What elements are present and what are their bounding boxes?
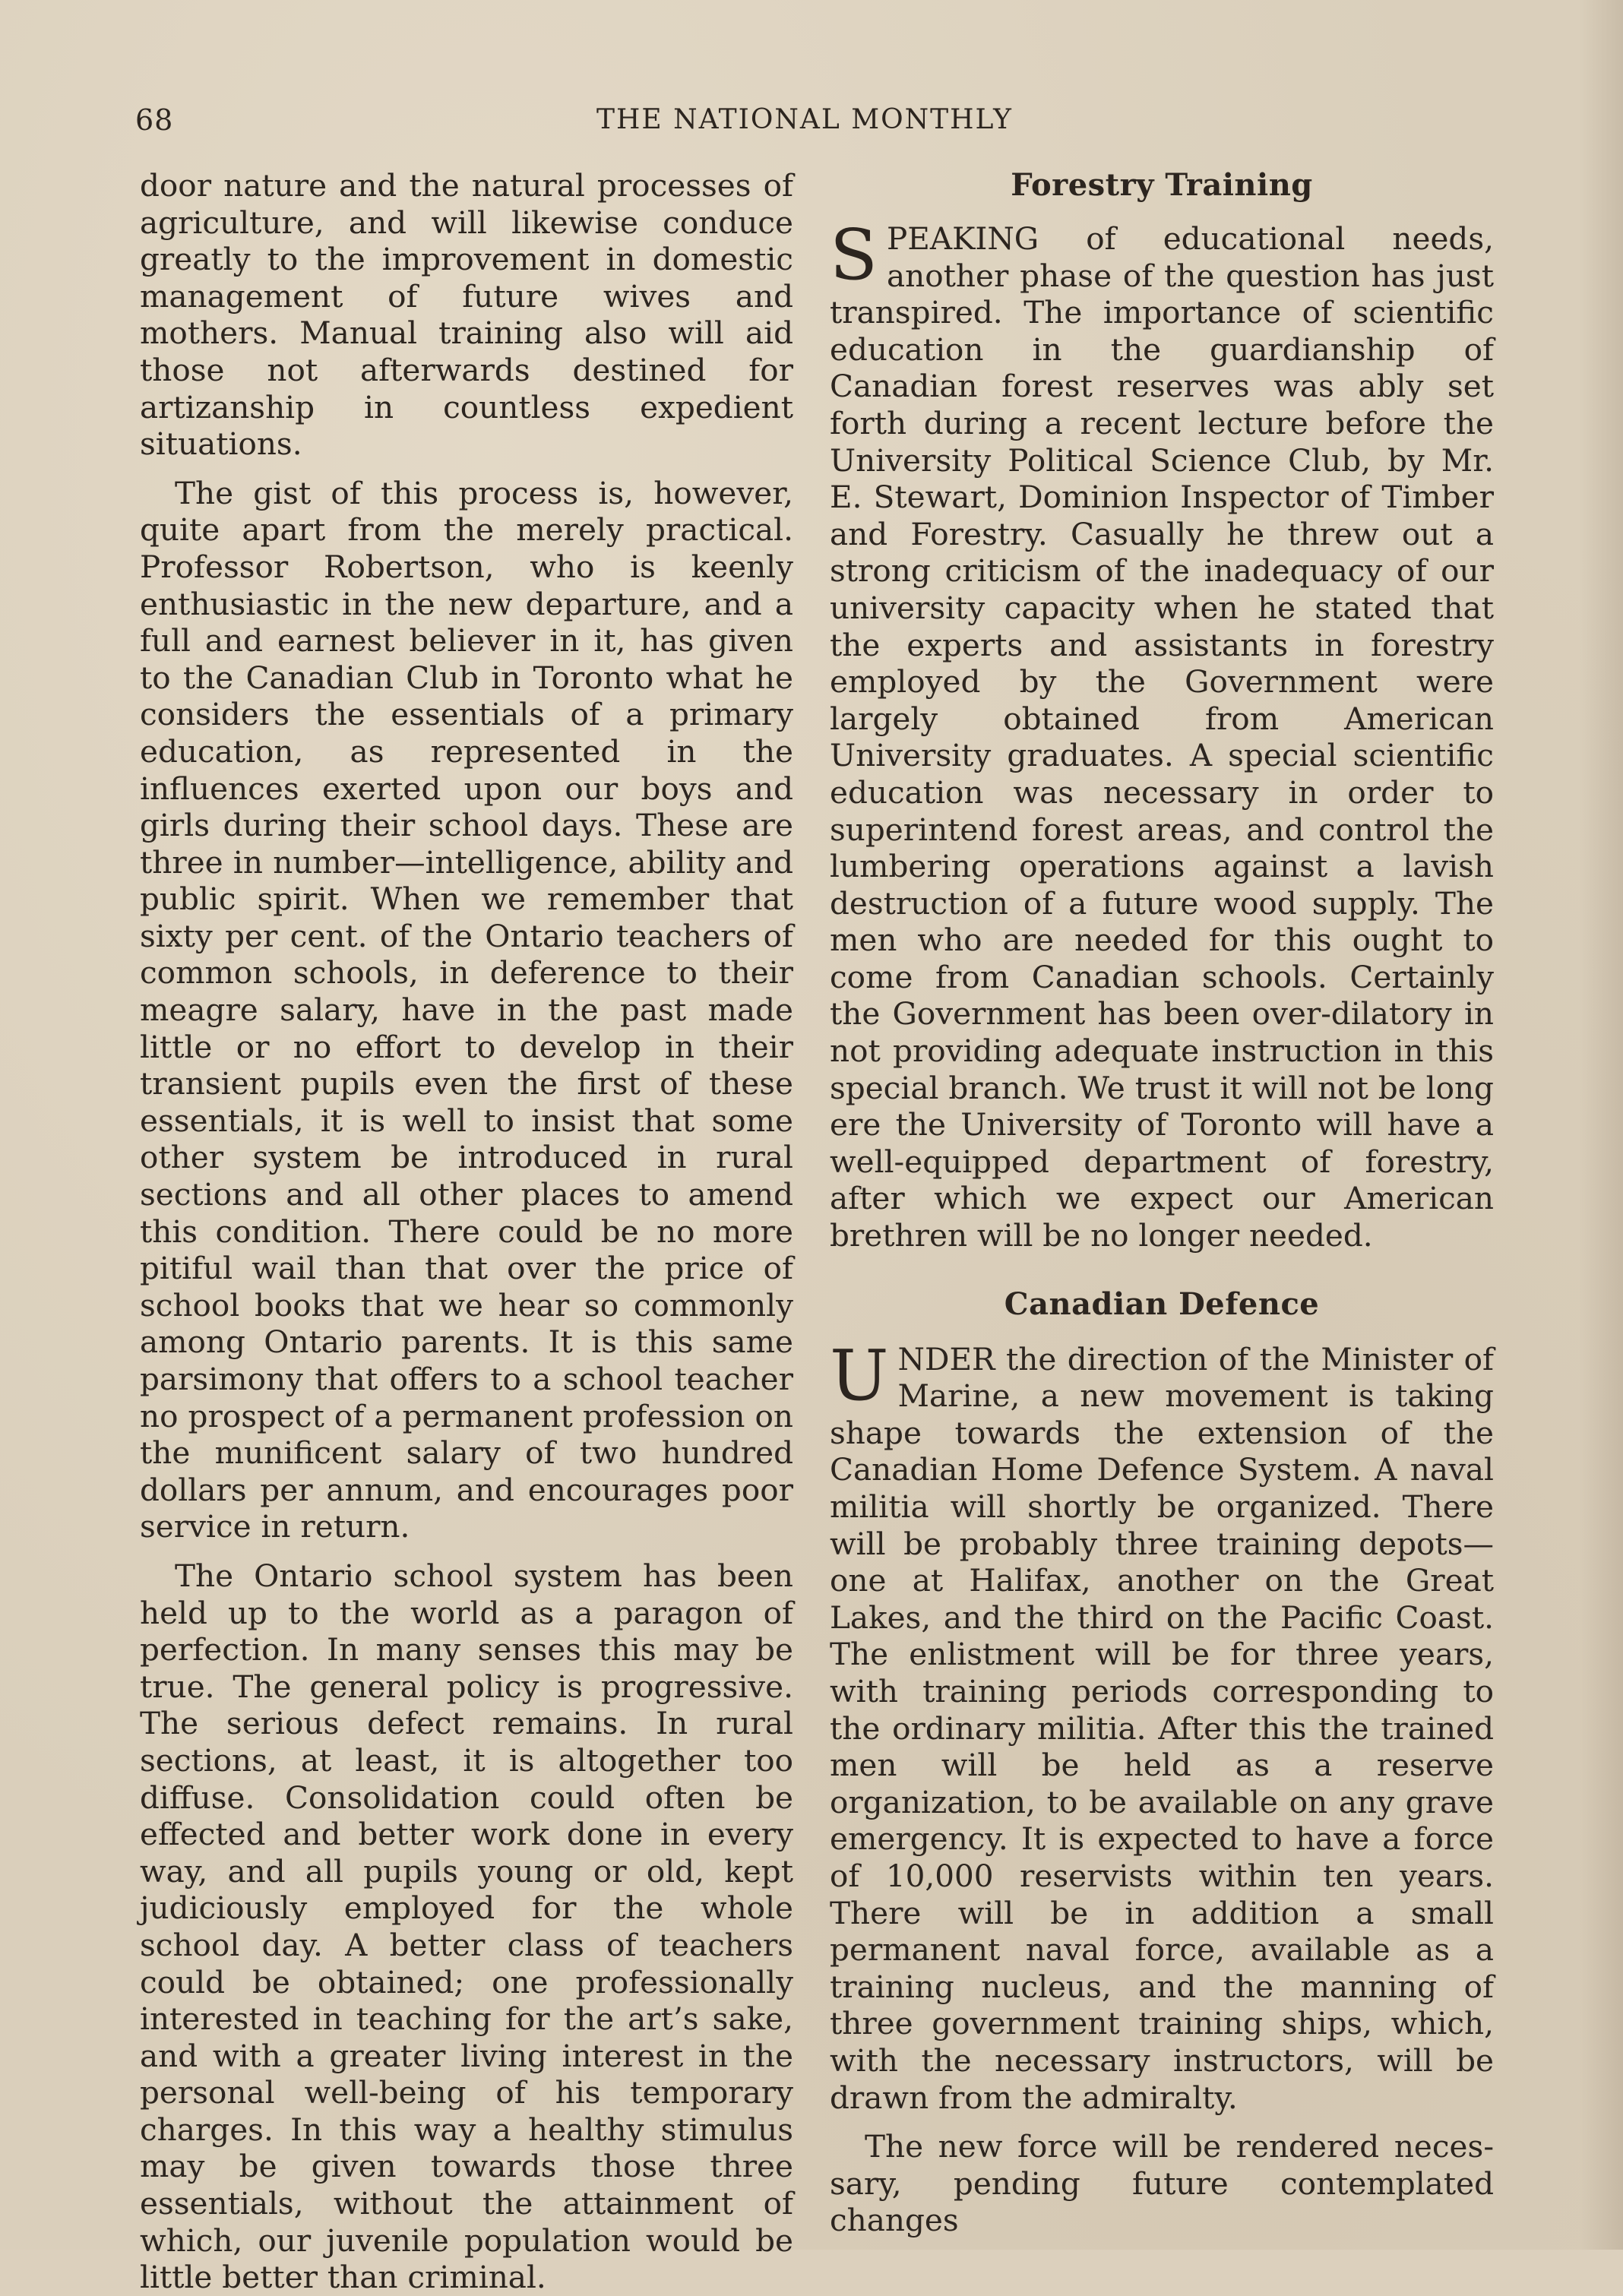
lead-word-under: NDER xyxy=(897,1340,995,1377)
paragraph-continued: door nature and the natural processes of agriculture, and will likewise conduce greatly to the improvement in domestic management of future wives and mothers. Manual training also will aid those not afterwards destined for artizanship in countless expedient situations. xyxy=(140,167,793,463)
paragraph-forestry xyxy=(830,214,1494,1254)
heading-forestry-training: Forestry Training xyxy=(1011,167,1313,203)
running-title: THE NATIONAL MONTHLY xyxy=(596,104,1013,135)
page-number: 68 xyxy=(135,103,174,137)
drop-cap-u: U xyxy=(830,1334,889,1416)
page-edge-shadow xyxy=(1579,0,1623,2250)
left-column xyxy=(140,167,793,2296)
paragraph-new-force: The new force will be rendered necessary, pending future contemplated changes xyxy=(830,2128,1494,2239)
drop-cap-s: S xyxy=(830,214,878,296)
defence-body: the direction of the Minister of Marine, a new movement is taking shape towards the extension of the Canadian Home Defence System. A naval militia will shortly be organized. There will be probably three training depots—one at Halifax, another on the Great Lakes, and the third on the Pacific Coast. The enlistment will be for three years, with training periods corresponding to the ordinary militia. After this the trained men will be held as a reserve organization, to be available on any grave emergency. It is expected to have a force of 10,000 reservists within ten years. There will be in addition a small permanent naval force, available as a training nucleus, and the manning of three government training ships, which, with the necessary instructors, will be drawn from the admiralty. xyxy=(830,1340,1494,2116)
paragraph-defence xyxy=(830,1334,1494,2116)
paragraph-gist: The gist of this process is, however, quite apart from the merely practical. Professor Robertson, who is keenly enthusiastic in the new departure, and a full and earnest believer in it, has given to the Canadian Club in Toronto what he considers the essentials of a primary education, as represented in the influences exerted upon our boys and girls during their school days. These are three in number—intelligence, ability and public spirit. When we remember that sixty per cent. of the Ontario teachers of common schools, in deference to their meagre salary, have in the past made little or no effort to develop in their transient pupils even the first of these essentials, it is well to insist that some other system be introduced in rural sections and all other places to amend this condition. There could be no more pitiful wail than that over the price of school books that we hear so commonly among Ontario parents. It is this same parsimony that offers to a school teacher no prospect of a permanent profession on the munificent salary of two hundred dollars per annum, and encourages poor service in return. xyxy=(140,474,793,1545)
heading-canadian-defence: Canadian Defence xyxy=(1004,1286,1320,1322)
paragraph-ontario-system: The Ontario school system has been held up to the world as a paragon of perfection. In many senses this may be true. The general policy is progressive. The serious defect remains. In rural sections, at least, it is altogether too diffuse. Consolidation could often be effected and better work done in every way, and all pupils young or old, kept judiciously employed for the whole school day. A better class of teachers could be obtained; one professionally interested in teaching for the art’s sake, and with a greater living interest in the personal well-being of his temporary charges. In this way a healthy stimulus may be given towards those three essentials, without the attainment of which, our juvenile population would be little better than criminal. xyxy=(140,1557,793,2296)
page-header xyxy=(135,97,1503,143)
lead-word-speaking: PEAKING xyxy=(887,220,1039,257)
right-column xyxy=(830,167,1494,2239)
forestry-body: of educational needs, another phase of the question has just transpired. The importance of scientific education in the guardianship of Canadian forest reserves was ably set forth during a recent lecture before the University Political Science Club, by Mr. E. Stewart, Dominion Inspector of Timber and Forestry. Casually he threw out a strong criticism of the inadequacy of our university capacity when he stated that the experts and assistants in forestry employed by the Government were largely obtained from American University graduates. A special scientific education was necessary in order to superintend forest areas, and control the lumbering operations against a lavish destruction of a future wood supply. The men who are needed for this ought to come from Canadian schools. Certainly the Government has been over-dilatory in not providing adequate instruction in this special branch. We trust it will not be long ere the University of Toronto will have a well-equipped department of forestry, after which we expect our American brethren will be no longer needed. xyxy=(830,220,1494,1254)
